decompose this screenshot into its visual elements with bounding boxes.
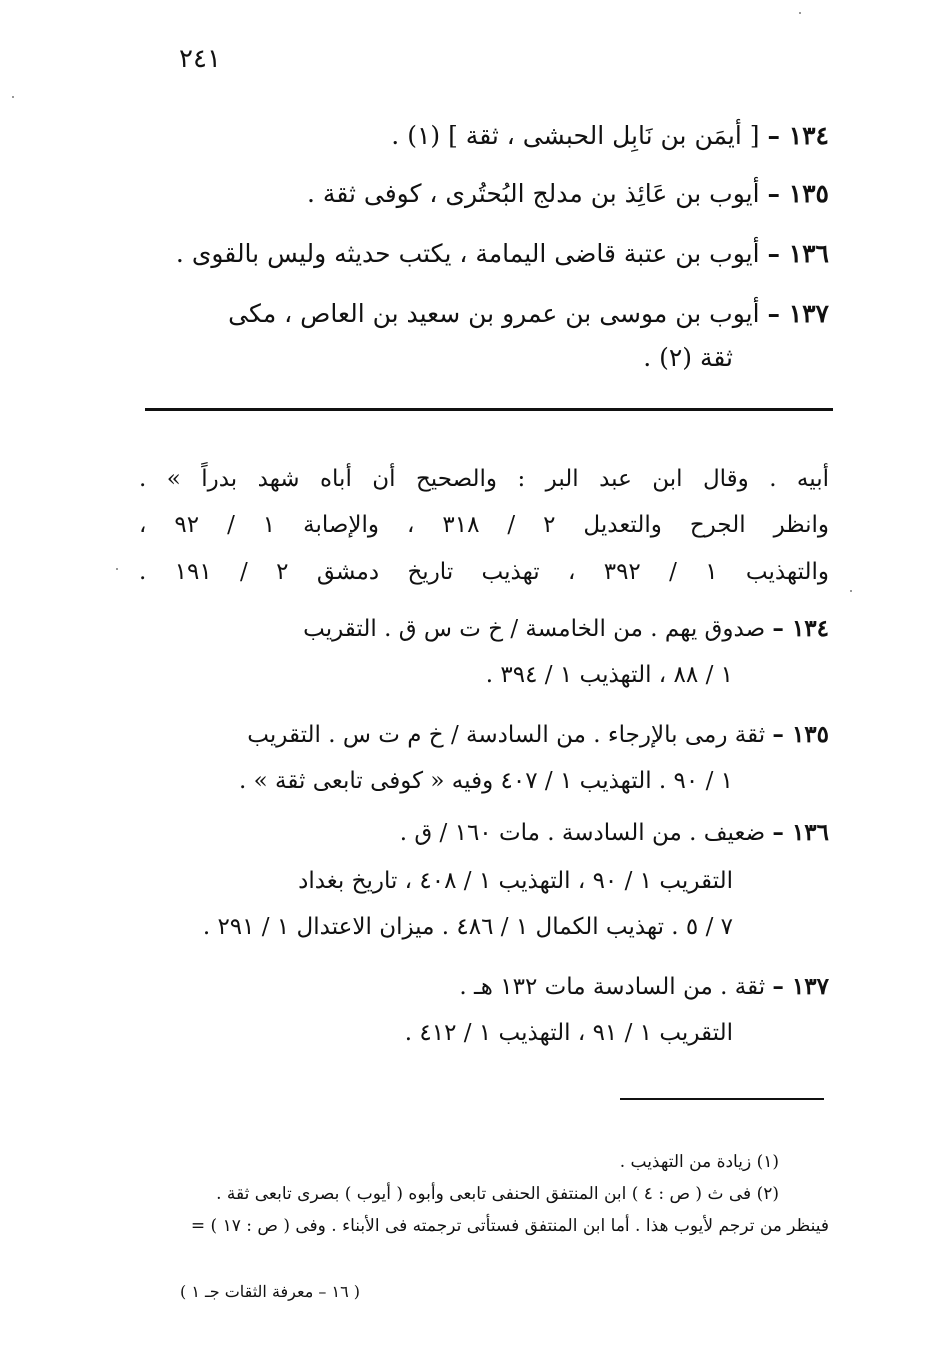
entry-137-continuation: ثقة (٢) . [643,343,733,372]
note-136-line-2: التقريب ١ / ٩٠ ، التهذيب ١ / ٤٠٨ ، تاريخ بغداد [298,868,733,894]
note-number: ١٣٥ – [772,721,829,748]
entry-number: ١٣٥ – [767,179,829,208]
entry-text: [ أيمَن بن نَابِل الحبشى ، ثقة ] (١) . [391,121,760,150]
note-continuation-line-3: والتهذيب ١ / ٣٩٢ ، تهذيب تاريخ دمشق ٢ / ١٩١ . [139,559,830,585]
scan-speck [799,12,801,14]
note-text: ثقة رمى بالإرجاء . من السادسة / خ م ت س . التقريب [247,722,766,748]
scan-speck [850,590,852,592]
entry-134 [129,120,829,152]
note-continuation-line-1: أبيه . وقال ابن عبد البر : والصحيح أن أباه شهد بدراً » . [139,466,829,492]
page-number: ٢٤١ [179,44,221,74]
note-text: ضعيف . من السادسة . مات ١٦٠ / ق . [399,820,766,846]
entry-137 [129,298,829,330]
note-137-line-1 [459,972,829,1002]
note-136-line-1 [400,818,829,848]
note-136-line-3: ٧ / ٥ . تهذيب الكمال ١ / ٤٨٦ . ميزان الاعتدال ١ / ٢٩١ . [202,914,733,940]
signature-mark: ( ١٦ – معرفة الثقات جـ ١ ) [180,1282,360,1301]
entry-136 [129,238,829,270]
entry-number: ١٣٧ – [767,299,829,328]
note-text: صدوق يهم . من الخامسة / خ ت س ق . التقريب [303,616,766,642]
entry-text: أيوب بن موسى بن عمرو بن سعيد بن العاص ، مكى [228,299,760,328]
entry-text: أيوب بن عَائِذ بن مدلج البُحتُرى ، كوفى ثقة . [307,179,760,208]
entry-text: أيوب بن عتبة قاضى اليمامة ، يكتب حديثه وليس بالقوى . [175,239,760,268]
entry-135 [129,178,829,210]
footnote-2-line-2: فينظر من ترجم لأيوب هذا . أما ابن المنتفق فستأتى ترجمته فى الأبناء . وفى ( ص : ١٧ ) = [190,1216,829,1236]
note-134-line-2: ١ / ٨٨ ، التهذيب ١ / ٣٩٤ . [485,662,733,688]
note-135-line-1 [247,720,829,750]
scan-speck [12,96,14,98]
footnote-separator-rule [620,1098,824,1100]
footnote-1: (١) زيادة من التهذيب . [619,1152,779,1172]
note-135-line-2: ١ / ٩٠ . التهذيب ١ / ٤٠٧ وفيه « كوفى تابعى ثقة » . [239,768,733,794]
note-number: ١٣٧ – [772,973,829,1000]
main-separator-rule [145,408,833,411]
note-134-line-1 [303,614,829,644]
note-number: ١٣٦ – [772,819,829,846]
entry-number: ١٣٦ – [767,239,829,268]
scan-speck [116,568,118,570]
entry-number: ١٣٤ – [767,121,829,150]
note-text: ثقة . من السادسة مات ١٣٢ هـ . [459,974,766,1000]
note-number: ١٣٤ – [772,615,829,642]
footnote-2-line-1: (٢) فى ث ( ص : ٤ ) ابن المنتفق الحنفى تابعى وأبوه ( أيوب ) بصرى تابعى ثقة . [216,1184,779,1204]
note-continuation-line-2: وانظر الجرح والتعديل ٢ / ٣١٨ ، والإصابة ١ / ٩٢ ، [139,512,830,538]
note-137-line-2: التقريب ١ / ٩١ ، التهذيب ١ / ٤١٢ . [404,1020,733,1046]
